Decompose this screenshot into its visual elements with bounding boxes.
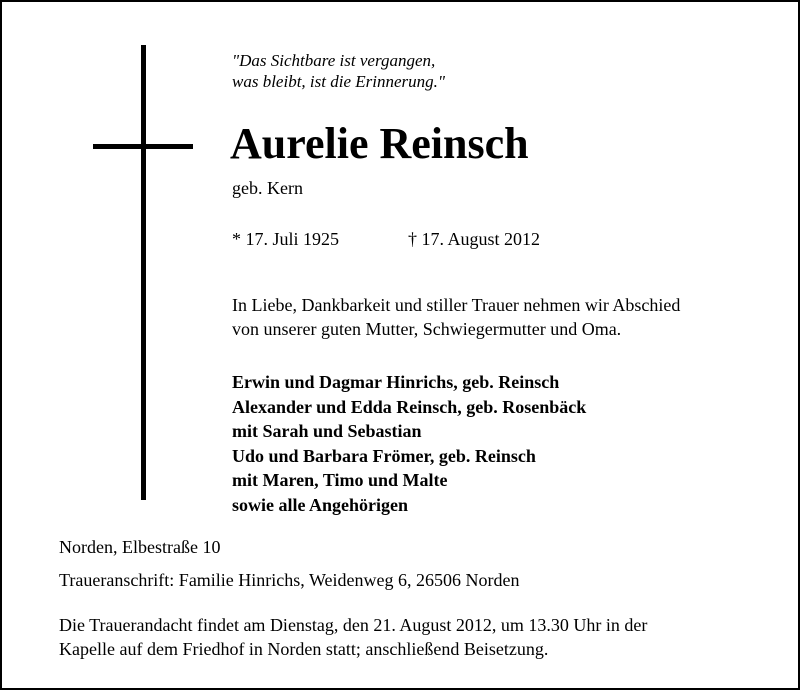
mourning-contact-address: Traueranschrift: Familie Hinrichs, Weidenweg 6, 26506 Norden [59, 570, 520, 590]
memorial-quote [232, 50, 445, 92]
deceased-name: Aurelie Reinsch [230, 119, 529, 168]
birth-date: * 17. Juli 1925 [232, 229, 340, 249]
mourner-line: mit Sarah und Sebastian [232, 421, 422, 441]
residence-address: Norden, Elbestraße 10 [59, 537, 221, 557]
service-line: Kapelle auf dem Friedhof in Norden statt; anschließend Beisetzung. [59, 639, 549, 659]
mourner-line: Udo und Barbara Frömer, geb. Reinsch [232, 445, 536, 466]
cross-vertical-bar [141, 45, 146, 500]
farewell-message [232, 293, 680, 341]
message-line: In Liebe, Dankbarkeit und stiller Trauer nehmen wir Abschied [232, 295, 681, 315]
quote-line: was bleibt, ist die Erinnerung." [232, 72, 446, 91]
cross-horizontal-bar [93, 144, 193, 149]
mourner-line: mit Maren, Timo und Malte [232, 470, 448, 490]
mourner-line: sowie alle Angehörigen [232, 494, 408, 515]
death-date: † 17. August 2012 [408, 229, 541, 249]
service-info [59, 613, 647, 661]
mourner-line: Alexander und Edda Reinsch, geb. Rosenbäck [232, 396, 587, 417]
mourners-list [232, 370, 586, 517]
quote-line: "Das Sichtbare ist vergangen, [232, 51, 436, 70]
service-line: Die Trauerandacht findet am Dienstag, den 21. August 2012, um 13.30 Uhr in der [59, 615, 648, 635]
message-line: von unserer guten Mutter, Schwiegermutter und Oma. [232, 319, 622, 339]
maiden-name: geb. Kern [232, 178, 303, 198]
mourner-line: Erwin und Dagmar Hinrichs, geb. Reinsch [232, 372, 560, 392]
